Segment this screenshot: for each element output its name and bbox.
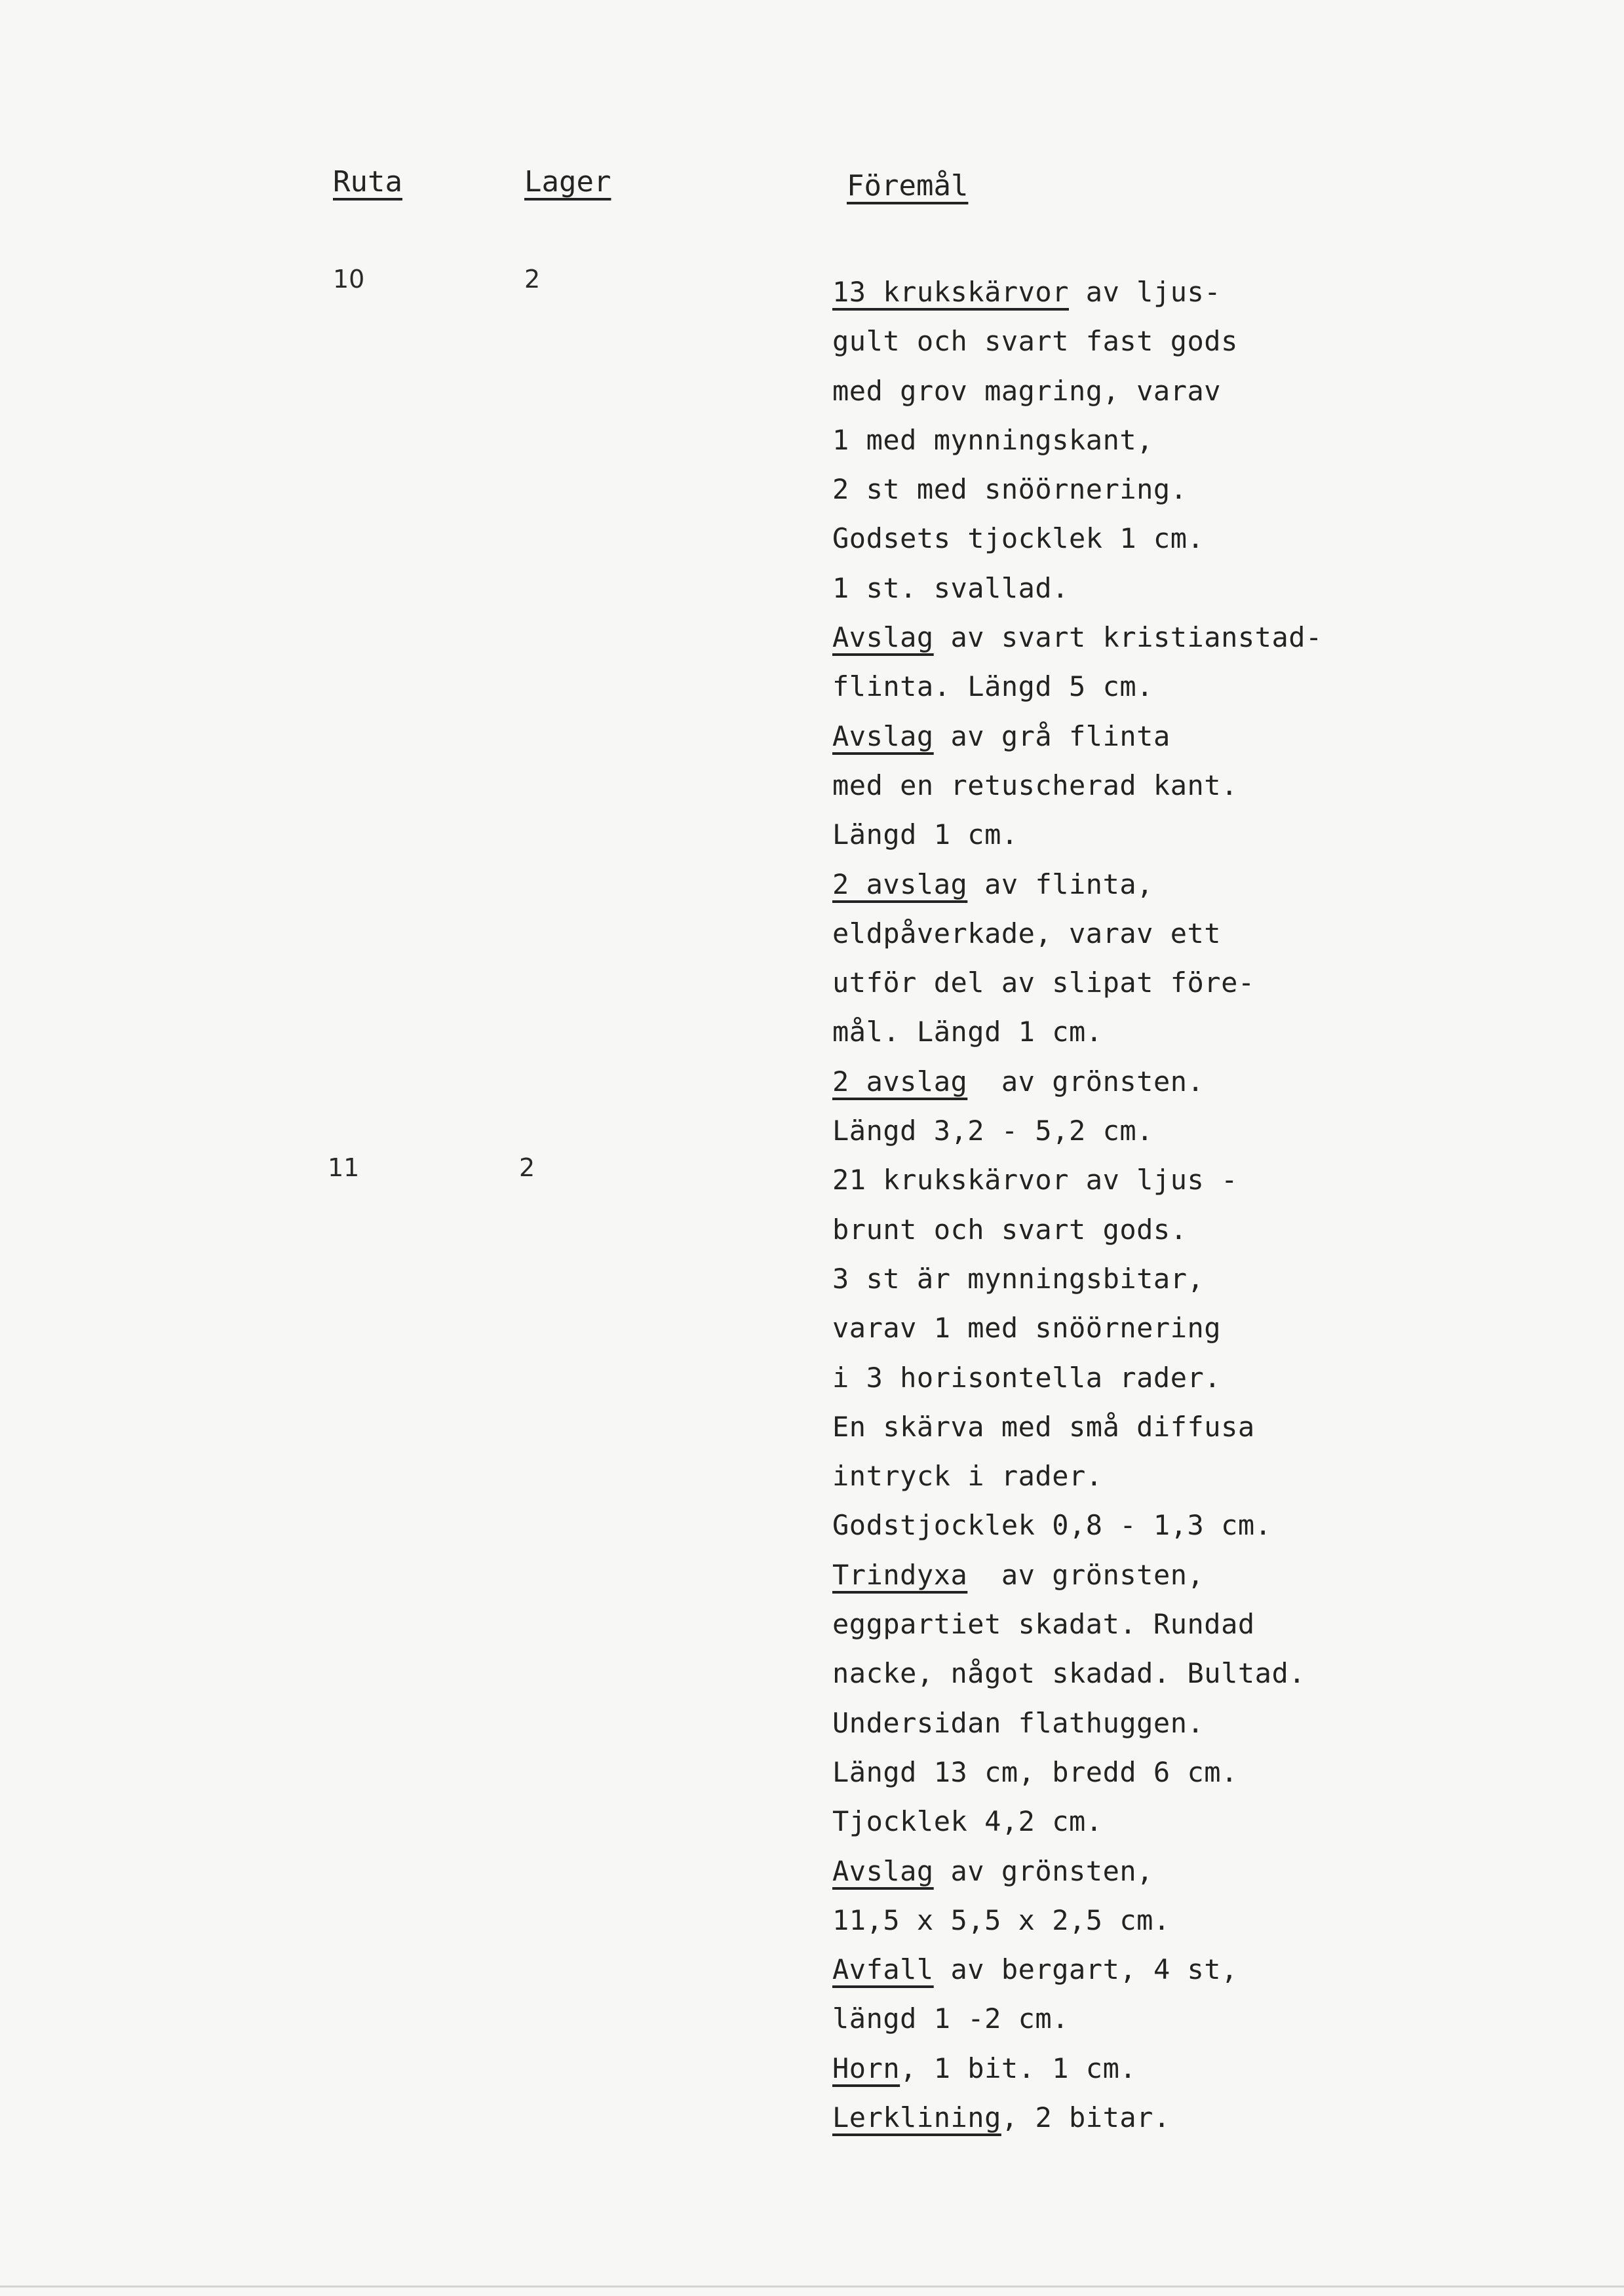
- line-text: mål. Längd 1 cm.: [832, 1016, 1103, 1048]
- description-line: [832, 1698, 1566, 1748]
- line-text: intryck i rader.: [832, 1460, 1103, 1493]
- underlined-term: 2 avslag: [832, 1065, 968, 1098]
- row-2-lager: 2: [519, 1153, 535, 1182]
- underlined-term: Lerklining: [832, 2101, 1001, 2133]
- description-line: [832, 366, 1566, 415]
- description-line: [832, 1007, 1566, 1056]
- row-1-ruta: 10: [333, 265, 365, 294]
- header-ruta: Ruta: [333, 165, 402, 199]
- line-text: av bergart, 4 st,: [933, 1953, 1238, 1986]
- description-line: [832, 2093, 1566, 2142]
- line-text: av grå flinta: [933, 719, 1170, 752]
- line-text: längd 1 -2 cm.: [832, 2002, 1070, 2035]
- description-line: [832, 810, 1566, 859]
- description-line: [832, 1303, 1566, 1352]
- foremal-description: [832, 267, 1566, 2142]
- description-line: [832, 465, 1566, 514]
- line-text: nacke, något skadad. Bultad.: [832, 1657, 1306, 1690]
- underlined-term: 2 avslag: [832, 868, 968, 900]
- line-text: i 3 horisontella rader.: [832, 1361, 1222, 1394]
- line-text: Tjocklek 4,2 cm.: [832, 1805, 1103, 1838]
- description-line: [832, 1353, 1566, 1402]
- line-text: Längd 13 cm, bredd 6 cm.: [832, 1755, 1238, 1788]
- description-line: [832, 1451, 1566, 1501]
- line-text: Längd 1 cm.: [832, 818, 1018, 851]
- description-line: [832, 613, 1566, 662]
- description-line: [832, 2044, 1566, 2093]
- underlined-term: Horn: [832, 2052, 900, 2084]
- line-text: av ljus-: [1069, 276, 1222, 308]
- line-text: , 1 bit. 1 cm.: [900, 2052, 1137, 2084]
- description-line: [832, 1994, 1566, 2043]
- description-line: [832, 958, 1566, 1007]
- description-line: [832, 1254, 1566, 1303]
- line-text: eldpåverkade, varav ett: [832, 917, 1222, 949]
- description-line: [832, 1402, 1566, 1451]
- description-line: [832, 1057, 1566, 1106]
- line-text: , 2 bitar.: [1001, 2101, 1170, 2133]
- line-text: flinta. Längd 5 cm.: [832, 670, 1153, 703]
- description-line: [832, 316, 1566, 366]
- description-line: [832, 860, 1566, 909]
- line-text: 21 krukskärvor av ljus -: [832, 1164, 1238, 1196]
- description-line: [832, 1550, 1566, 1599]
- description-line: [832, 514, 1566, 563]
- description-line: [832, 1155, 1566, 1204]
- description-line: [832, 1205, 1566, 1254]
- line-text: eggpartiet skadat. Rundad: [832, 1608, 1255, 1641]
- line-text: av grönsten.: [967, 1065, 1205, 1098]
- description-line: [832, 1797, 1566, 1846]
- description-line: [832, 1748, 1566, 1797]
- underlined-term: Trindyxa: [832, 1558, 968, 1591]
- line-text: av grönsten,: [967, 1558, 1205, 1591]
- line-text: Godsets tjocklek 1 cm.: [832, 522, 1205, 555]
- line-text: av svart kristianstad-: [933, 621, 1323, 654]
- line-text: utför del av slipat före-: [832, 966, 1255, 999]
- line-text: varav 1 med snöörnering: [832, 1312, 1222, 1345]
- description-line: [832, 1896, 1566, 1945]
- line-text: Undersidan flathuggen.: [832, 1706, 1205, 1739]
- line-text: med grov magring, varav: [832, 374, 1222, 407]
- line-text: med en retuscherad kant.: [832, 769, 1238, 801]
- line-text: En skärva med små diffusa: [832, 1410, 1255, 1443]
- description-line: [832, 1501, 1566, 1550]
- line-text: av flinta,: [967, 868, 1153, 900]
- line-text: av grönsten,: [933, 1854, 1153, 1887]
- description-line: [832, 1106, 1566, 1155]
- description-line: [832, 662, 1566, 711]
- description-line: [832, 564, 1566, 613]
- line-text: 3 st är mynningsbitar,: [832, 1262, 1205, 1295]
- row-2-ruta: 11: [328, 1153, 360, 1182]
- line-text: brunt och svart gods.: [832, 1213, 1188, 1246]
- header-foremal: Föremål: [847, 169, 969, 202]
- underlined-term: Avslag: [832, 719, 934, 752]
- description-line: [832, 1649, 1566, 1698]
- underlined-term: Avslag: [832, 621, 934, 654]
- description-line: [832, 267, 1566, 316]
- underlined-term: 13 krukskärvor: [832, 276, 1070, 308]
- description-line: [832, 909, 1566, 958]
- page-edge: [0, 2286, 1624, 2287]
- description-line: [832, 1599, 1566, 1649]
- description-line: [832, 761, 1566, 810]
- description-line: [832, 1945, 1566, 1994]
- description-line: [832, 415, 1566, 465]
- row-1-lager: 2: [524, 265, 541, 294]
- line-text: Längd 3,2 - 5,2 cm.: [832, 1115, 1153, 1147]
- line-text: 1 st. svallad.: [832, 571, 1070, 604]
- description-line: [832, 1846, 1566, 1896]
- line-text: 11,5 x 5,5 x 2,5 cm.: [832, 1904, 1170, 1936]
- line-text: Godstjocklek 0,8 - 1,3 cm.: [832, 1509, 1272, 1542]
- description-line: [832, 712, 1566, 761]
- line-text: 1 med mynningskant,: [832, 423, 1153, 456]
- header-lager: Lager: [524, 165, 611, 199]
- underlined-term: Avslag: [832, 1854, 934, 1887]
- underlined-term: Avfall: [832, 1953, 934, 1986]
- line-text: 2 st med snöörnering.: [832, 473, 1188, 506]
- line-text: gult och svart fast gods: [832, 325, 1238, 358]
